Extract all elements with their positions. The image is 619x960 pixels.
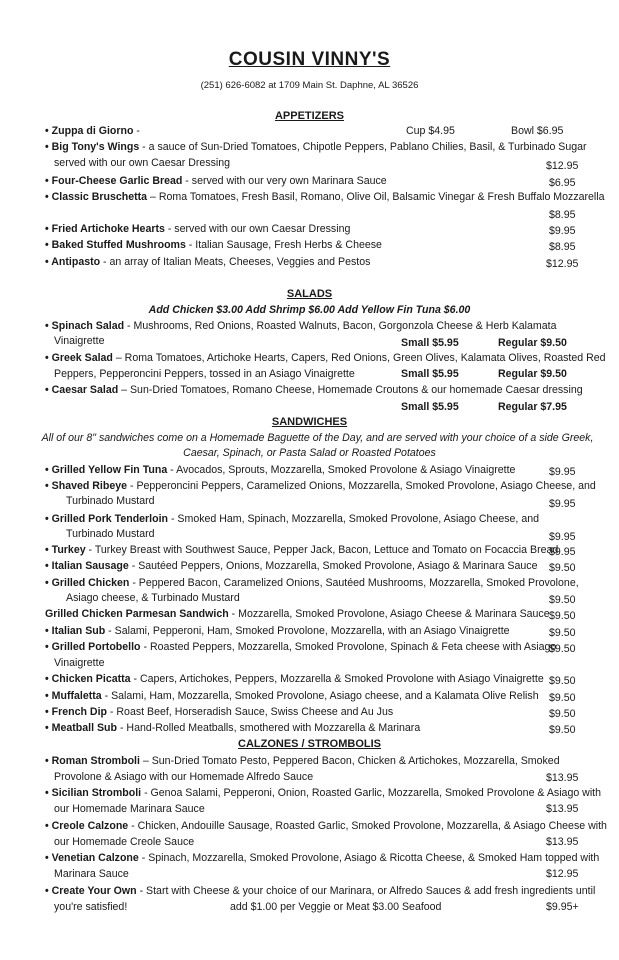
- menu-item-grilled-chicken: • Grilled Chicken - Peppered Bacon, Caramelized Onions, Sautéed Mushrooms, Mozzarella, Smoked Provolone,: [45, 577, 579, 589]
- menu-item-muffaletta: • Muffaletta - Salami, Ham, Mozzarella, Smoked Provolone, Asiago cheese, and a Kalamata Olive Relish: [45, 690, 539, 702]
- tuna-price: $9.95: [549, 466, 576, 478]
- menu-item-wings: • Big Tony's Wings - a sauce of Sun-Dried Tomatoes, Chipotle Peppers, Pablano Chilies, Basil, & Turbinado Sugar: [45, 141, 587, 153]
- pork-price: $9.95: [549, 531, 576, 543]
- menu-item-portobello: • Grilled Portobello - Roasted Peppers, Mozzarella, Smoked Provolone, Spinach & Feta cheese with Asiago: [45, 641, 557, 653]
- artichoke-price: $9.95: [549, 225, 576, 237]
- salad-addons: Add Chicken $3.00 Add Shrimp $6.00 Add Yellow Fin Tuna $6.00: [148, 304, 471, 316]
- create-addon-pricing: add $1.00 per Veggie or Meat $3.00 Seafood: [230, 901, 442, 913]
- turkey-price: $9.95: [549, 546, 576, 558]
- venetian-calzone-price: $12.95: [546, 868, 579, 880]
- menu-item-italian-sub: • Italian Sub - Salami, Pepperoni, Ham, Smoked Provolone, Mozzarella, with an Asiago Vinaigrette: [45, 625, 510, 637]
- picatta-price: $9.50: [549, 675, 576, 687]
- mushrooms-price: $8.95: [549, 241, 576, 253]
- creole-calzone-price: $13.95: [546, 836, 579, 848]
- create-desc-cont: you're satisfied!: [54, 901, 128, 913]
- menu-item-picatta: • Chicken Picatta - Capers, Artichokes, Peppers, Mozzarella & Smoked Provolone with Asiago Vinaigrette: [45, 673, 544, 685]
- menu-item-greek-salad: • Greek Salad – Roma Tomatoes, Artichoke Hearts, Capers, Red Onions, Green Olives, Kalamata Olives, Roasted Red: [45, 352, 606, 364]
- portobello-price: $9.50: [549, 643, 576, 655]
- menu-item-pork: • Grilled Pork Tenderloin - Smoked Ham, Spinach, Mozzarella, Smoked Provolone, Asiago Cheese, and: [45, 513, 539, 525]
- restaurant-title: COUSIN VINNY'S: [228, 49, 391, 70]
- zuppa-bowl-price: Bowl $6.95: [511, 125, 564, 137]
- spinach-regular-price: Regular $9.50: [498, 337, 567, 349]
- menu-item-artichoke: • Fried Artichoke Hearts - served with our own Caesar Dressing: [45, 223, 351, 235]
- menu-item-bruschetta: • Classic Bruschetta – Roma Tomatoes, Fresh Basil, Romano, Olive Oil, Balsamic Vinegar & Fresh Buffalo Mozzarella: [45, 191, 605, 203]
- caesar-small-price: Small $5.95: [401, 401, 459, 413]
- wings-desc-cont: served with our own Caesar Dressing: [54, 157, 231, 169]
- ribeye-desc-cont: Turbinado Mustard: [66, 495, 155, 507]
- menu-item-create-your-own: • Create Your Own - Start with Cheese & your choice of our Marinara, or Alfredo Sauces & add fresh ingredients until: [45, 885, 596, 897]
- roman-desc-cont: Provolone & Asiago with our Homemade Alfredo Sauce: [54, 771, 314, 783]
- menu-item-creole-calzone: • Creole Calzone - Chicken, Andouille Sausage, Roasted Garlic, Smoked Provolone, Mozzarella, & Asiago Cheese with: [45, 820, 607, 832]
- french-dip-price: $9.50: [549, 708, 576, 720]
- venetian-desc-cont: Marinara Sauce: [54, 868, 129, 880]
- menu-item-ribeye: • Shaved Ribeye - Pepperoncini Peppers, Caramelized Onions, Mozzarella, Smoked Provolone, Asiago Cheese, and: [45, 480, 596, 492]
- appetizers-heading: APPETIZERS: [274, 110, 345, 122]
- muffaletta-price: $9.50: [549, 692, 576, 704]
- wings-price: $12.95: [546, 160, 579, 172]
- menu-item-french-dip: • French Dip - Roast Beef, Horseradish Sauce, Swiss Cheese and Au Jus: [45, 706, 394, 718]
- sicilian-stromboli-price: $13.95: [546, 803, 579, 815]
- meatball-sub-price: $9.50: [549, 724, 576, 736]
- pork-desc-cont: Turbinado Mustard: [66, 528, 155, 540]
- sandwich-note-2: Caesar, Spinach, or Pasta Salad or Roasted Potatoes: [183, 447, 436, 459]
- menu-item-roman-stromboli: • Roman Stromboli – Sun-Dried Tomato Pesto, Peppered Bacon, Chicken & Artichokes, Mozzarella, Smoked: [45, 755, 560, 767]
- menu-item-spinach-salad: • Spinach Salad - Mushrooms, Red Onions, Roasted Walnuts, Bacon, Gorgonzola Cheese & Herb Kalamata: [45, 320, 557, 332]
- chicken-parm-price: $9.50: [549, 610, 576, 622]
- sausage-price: $9.50: [549, 562, 576, 574]
- spinach-desc-cont: Vinaigrette: [54, 335, 105, 347]
- calzones-heading: CALZONES / STROMBOLIS: [238, 738, 381, 750]
- menu-item-zuppa: • Zuppa di Giorno -: [45, 125, 140, 137]
- menu-item-meatball-sub: • Meatball Sub - Hand-Rolled Meatballs, smothered with Mozzarella & Marinara: [45, 722, 421, 734]
- menu-item-venetian-calzone: • Venetian Calzone - Spinach, Mozzarella, Smoked Provolone, Asiago & Ricotta Cheese, & Smoked Ham topped with: [45, 852, 600, 864]
- chicken-desc-cont: Asiago cheese, & Turbinado Mustard: [66, 592, 240, 604]
- menu-item-caesar-salad: • Caesar Salad – Sun-Dried Tomatoes, Romano Cheese, Homemade Croutons & our homemade Caesar dressing: [45, 384, 583, 396]
- menu-item-turkey: • Turkey - Turkey Breast with Southwest Sauce, Pepper Jack, Bacon, Lettuce and Tomato on Focaccia Bread: [45, 544, 559, 556]
- ribeye-price: $9.95: [549, 498, 576, 510]
- menu-item-tuna: • Grilled Yellow Fin Tuna - Avocados, Sprouts, Mozzarella, Smoked Provolone & Asiago Vinaigrette: [45, 464, 516, 476]
- create-your-own-price: $9.95+: [546, 901, 579, 913]
- spinach-small-price: Small $5.95: [401, 337, 459, 349]
- caesar-regular-price: Regular $7.95: [498, 401, 567, 413]
- menu-item-mushrooms: • Baked Stuffed Mushrooms - Italian Sausage, Fresh Herbs & Cheese: [45, 239, 382, 251]
- portobello-desc-cont: Vinaigrette: [54, 657, 105, 669]
- contact-info: (251) 626-6082 at 1709 Main St. Daphne, AL 36526: [200, 80, 419, 91]
- menu-item-antipasto: • Antipasto - an array of Italian Meats, Cheeses, Veggies and Pestos: [45, 256, 371, 268]
- menu-item-garlic-bread: • Four-Cheese Garlic Bread - served with our very own Marinara Sauce: [45, 175, 387, 187]
- greek-regular-price: Regular $9.50: [498, 368, 567, 380]
- sandwiches-heading: SANDWICHES: [271, 416, 348, 428]
- grilled-chicken-price: $9.50: [549, 594, 576, 606]
- salads-heading: SALADS: [286, 288, 333, 300]
- sandwich-note-1: All of our 8" sandwiches come on a Homemade Baguette of the Day, and are served with your choice of a side Greek,: [41, 432, 594, 444]
- sicilian-desc-cont: our Homemade Marinara Sauce: [54, 803, 205, 815]
- bruschetta-price: $8.95: [549, 209, 576, 221]
- menu-item-sicilian-stromboli: • Sicilian Stromboli - Genoa Salami, Pepperoni, Onion, Roasted Garlic, Mozzarella, Smoked Provolone & Asiago with: [45, 787, 602, 799]
- menu-item-sausage: • Italian Sausage - Sautéed Peppers, Onions, Mozzarella, Smoked Provolone, Asiago & Marinara Sauce: [45, 560, 538, 572]
- greek-small-price: Small $5.95: [401, 368, 459, 380]
- italian-sub-price: $9.50: [549, 627, 576, 639]
- greek-desc-cont: Peppers, Pepperoncini Peppers, tossed in an Asiago Vinaigrette: [54, 368, 355, 380]
- garlic-bread-price: $6.95: [549, 177, 576, 189]
- zuppa-cup-price: Cup $4.95: [406, 125, 455, 137]
- roman-stromboli-price: $13.95: [546, 772, 579, 784]
- antipasto-price: $12.95: [546, 258, 579, 270]
- creole-desc-cont: our Homemade Creole Sauce: [54, 836, 195, 848]
- menu-item-chicken-parm: Grilled Chicken Parmesan Sandwich - Mozzarella, Smoked Provolone, Asiago Cheese & Marinara Sauce: [45, 608, 550, 620]
